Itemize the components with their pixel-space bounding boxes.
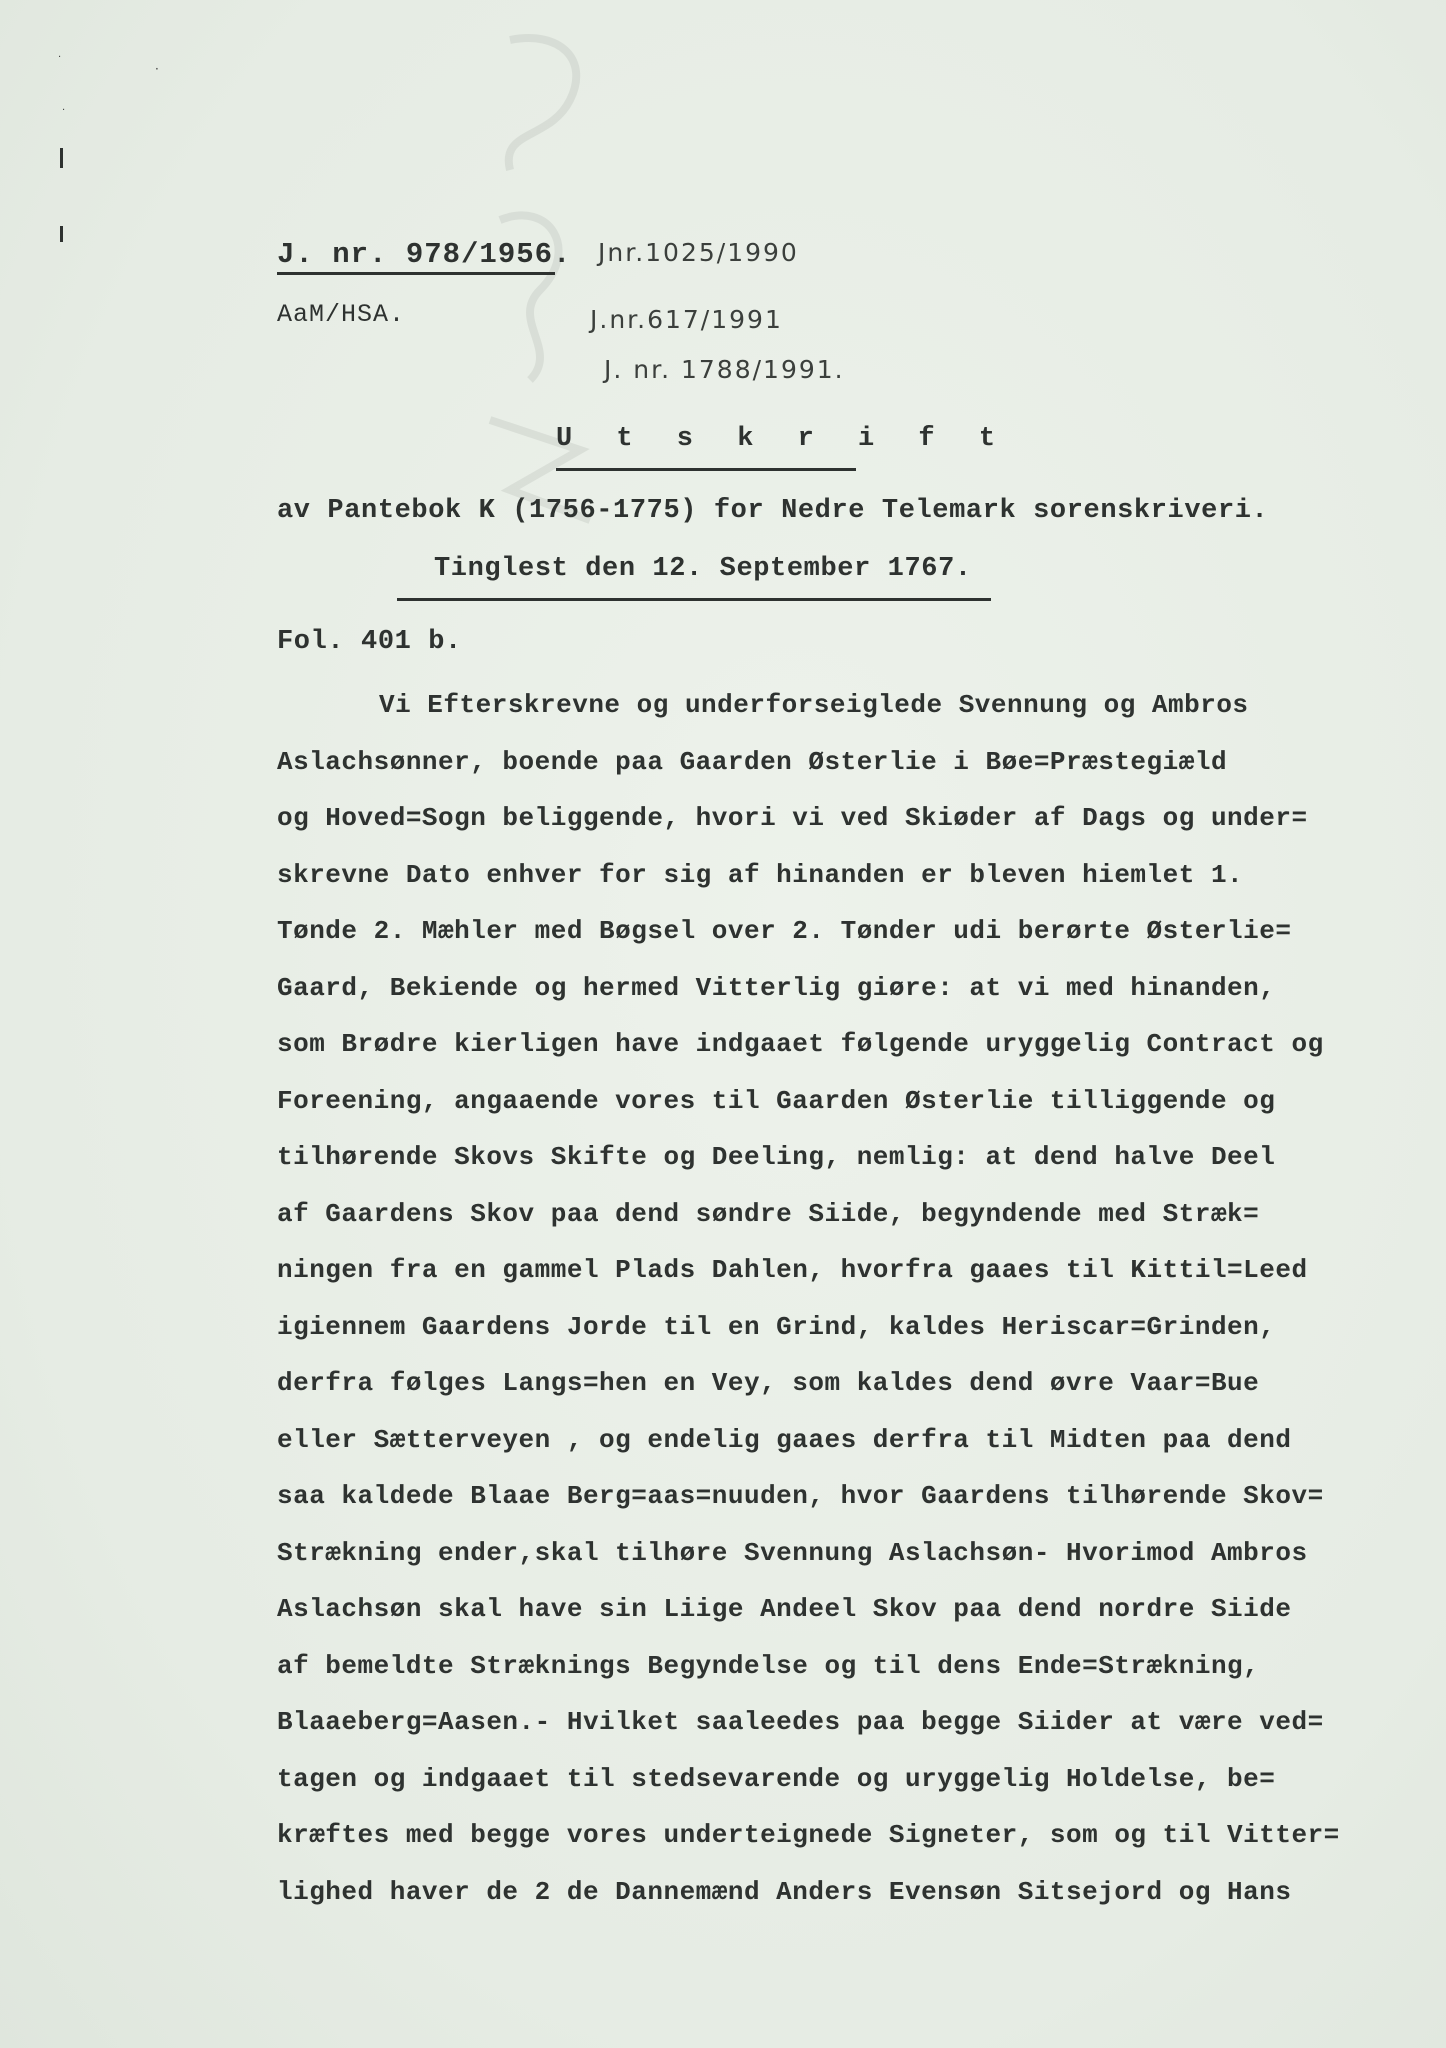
text-line: og Hoved=Sogn beliggende, hvori vi ved Skiøder af Dags og under= <box>277 803 1308 833</box>
document-subtitle: av Pantebok K (1756-1775) for Nedre Telemark sorenskriveri. <box>277 496 1269 526</box>
initials: AaM/HSA. <box>277 300 406 329</box>
text-line: eller Sætterveyen , og endelig gaaes derfra til Midten paa dend <box>277 1424 1292 1455</box>
journal-number-underline <box>277 272 555 275</box>
registration-date: Tinglest den 12. September 1767. <box>434 554 972 584</box>
text-line: skrevne Dato enhver for sig af hinanden er bleven hiemlet 1. <box>277 859 1244 890</box>
margin-tick <box>60 226 63 242</box>
text-line: Strækning ender,skal tilhøre Svennung Aslachsøn- Hvorimod Ambros <box>277 1537 1308 1568</box>
journal-number-fourth: J. nr. 1788/1991. <box>604 355 845 384</box>
body-text <box>277 677 1367 1920</box>
text-line: derfra følges Langs=hen en Vey, som kaldes dend øvre Vaar=Bue <box>277 1368 1260 1398</box>
journal-number-second: Jnr.1025/1990 <box>598 238 799 267</box>
text-line: Blaaeberg=Aasen.- Hvilket saaleedes paa begge Siider at være ved= <box>277 1707 1324 1737</box>
text-line: kræftes med begge vores underteignede Signeter, som og til Vitter= <box>277 1820 1340 1850</box>
text-line: Aslachsøn skal have sin Liige Andeel Skov paa dend nordre Siide <box>277 1594 1292 1624</box>
document-title: U t s k r i f t <box>556 424 1010 454</box>
journal-number-third: J.nr.617/1991 <box>590 305 783 334</box>
margin-speck: · <box>62 105 66 116</box>
bleed-through-marks <box>470 20 620 540</box>
title-underline <box>556 468 856 471</box>
folio-reference: Fol. 401 b. <box>277 627 462 657</box>
text-line: Vi Efterskrevne og underforseiglede Svennung og Ambros <box>379 690 1249 720</box>
journal-number-primary: J. nr. 978/1956. <box>277 238 572 271</box>
text-line: Foreening, angaaende vores til Gaarden Østerlie tilliggende og <box>277 1085 1276 1116</box>
text-line: Aslachsønner, boende paa Gaarden Østerlie i Bøe=Præstegiæld <box>277 746 1228 777</box>
text-line: Tønde 2. Mæhler med Bøgsel over 2. Tønder udi berørte Østerlie= <box>277 916 1292 946</box>
text-line: af Gaardens Skov paa dend søndre Siide, begyndende med Stræk= <box>277 1198 1260 1229</box>
margin-speck: · <box>58 52 62 63</box>
text-line: af bemeldte Stræknings Begyndelse og til dens Ende=Strækning, <box>277 1650 1260 1681</box>
margin-tick <box>60 148 63 168</box>
text-line: tilhørende Skovs Skifte og Deeling, nemlig: at dend halve Deel <box>277 1142 1276 1172</box>
text-line: som Brødre kierligen have indgaaet følgende uryggelig Contract og <box>277 1029 1324 1059</box>
text-line: igiennem Gaardens Jorde til en Grind, kaldes Heriscar=Grinden, <box>277 1311 1276 1342</box>
text-line: saa kaldede Blaae Berg=aas=nuuden, hvor Gaardens tilhørende Skov= <box>277 1481 1324 1511</box>
text-line: tagen og indgaaet til stedsevarende og uryggelig Holdelse, be= <box>277 1763 1276 1794</box>
text-line: Gaard, Bekiende og hermed Vitterlig giøre: at vi med hinanden, <box>277 972 1276 1003</box>
margin-speck: · <box>155 62 159 76</box>
text-line: lighed haver de 2 de Dannemænd Anders Evensøn Sitsejord og Hans <box>277 1876 1292 1907</box>
registration-underline <box>397 598 991 601</box>
text-line: ningen fra en gammel Plads Dahlen, hvorfra gaaes til Kittil=Leed <box>277 1255 1308 1285</box>
